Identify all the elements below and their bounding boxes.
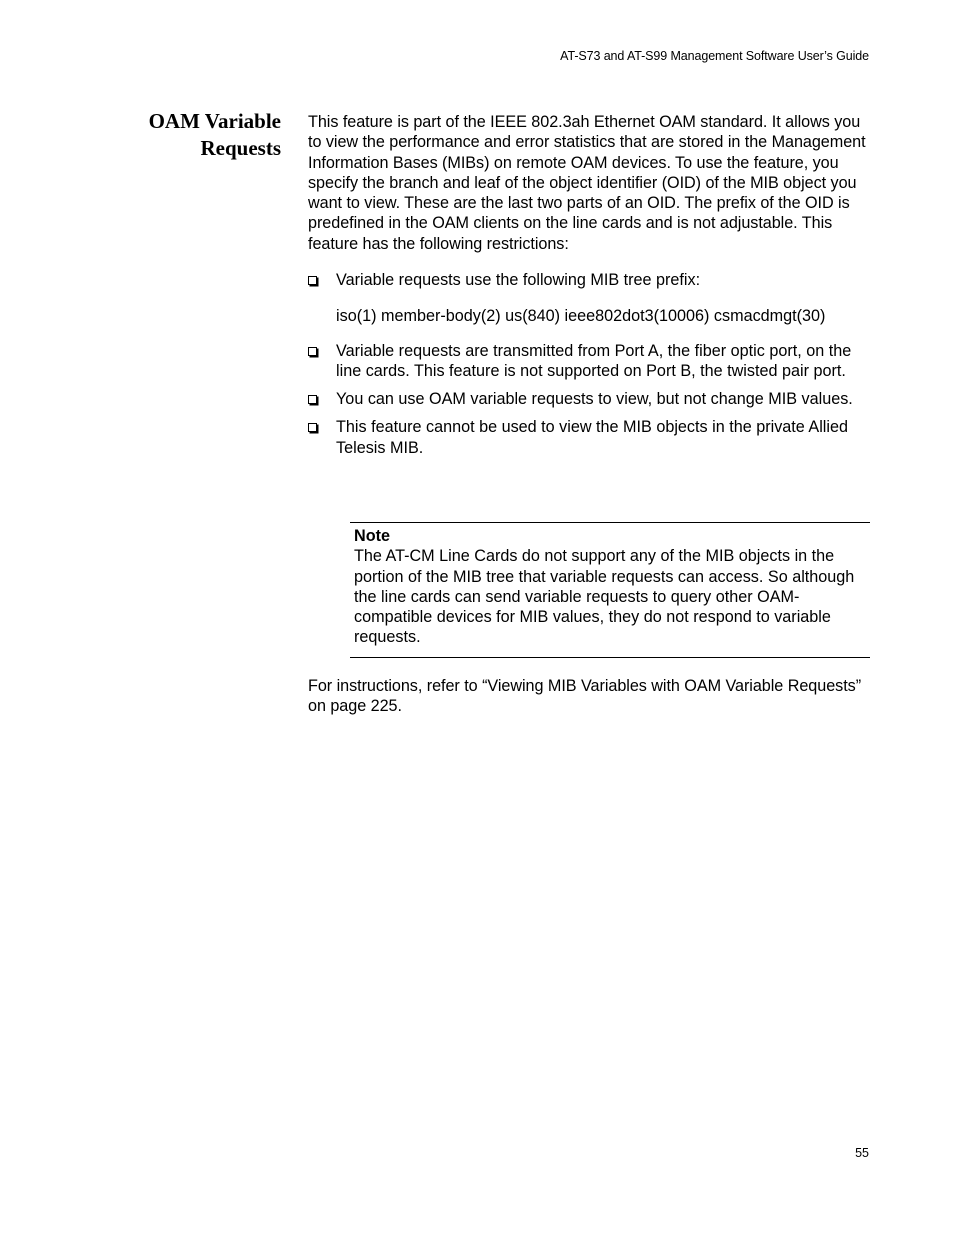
list-item-text: Variable requests are transmitted from Port A, the fiber optic port, on the line cards. This feature is not supported on Port B, the twisted pair port. [336, 341, 852, 380]
restrictions-list [308, 270, 870, 458]
checkbox-bullet-icon [308, 423, 317, 432]
running-header: AT-S73 and AT-S99 Management Software User’s Guide [560, 49, 869, 63]
checkbox-bullet-icon [308, 395, 317, 404]
page-number: 55 [855, 1146, 869, 1160]
section-heading [100, 108, 281, 162]
mib-prefix: iso(1) member-body(2) us(840) ieee802dot3(10006) csmacdmgt(30) [336, 307, 826, 326]
list-item-text: This feature cannot be used to view the MIB objects in the private Allied Telesis MIB. [336, 418, 848, 457]
section-heading-line-2: Requests [200, 136, 281, 160]
note-text: The AT-CM Line Cards do not support any of the MIB objects in the portion of the MIB tree that variable requests can access. So although the line cards can send variable requests to query other OAM-compatible devices for MIB values, they do not respond to variable requests. [354, 547, 855, 647]
list-item-text: Variable requests use the following MIB tree prefix: [336, 271, 701, 289]
checkbox-bullet-icon [308, 347, 317, 356]
note-title: Note [354, 527, 390, 545]
checkbox-bullet-icon [308, 276, 317, 285]
list-item [308, 389, 870, 409]
intro-paragraph: This feature is part of the IEEE 802.3ah Ethernet OAM standard. It allows you to view the performance and error statistics that are stored in the Management Information Bases (MIBs) on remote OAM devices. To use the feature, you specify the branch and leaf of the object identifier (OID) of the MIB object you want to view. These are the last two parts of an OID. The prefix of the OID is predefined in the OAM clients on the line cards and is not adjustable. This feature has the following restrictions: [308, 113, 866, 253]
section-heading-line-1: OAM Variable [148, 109, 281, 133]
closing-paragraph: For instructions, refer to “Viewing MIB Variables with OAM Variable Requests” on page 225. [308, 677, 862, 716]
list-item [308, 270, 870, 290]
list-item [308, 417, 870, 458]
note-box [350, 522, 870, 658]
list-item [308, 341, 870, 382]
list-item-text: You can use OAM variable requests to view, but not change MIB values. [336, 390, 853, 409]
